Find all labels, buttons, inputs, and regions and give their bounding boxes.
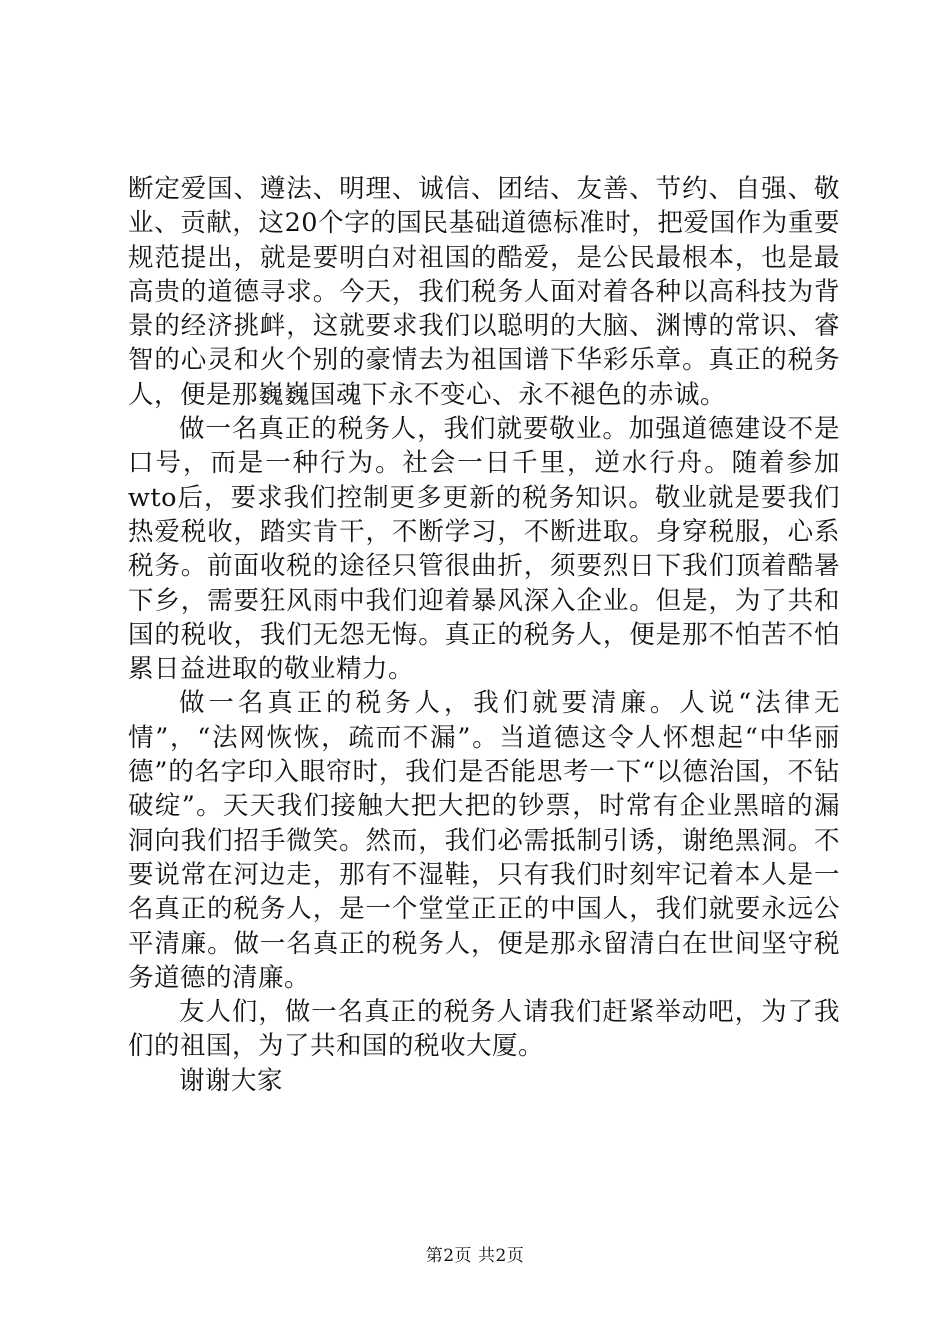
paragraph-closing: 谢谢大家 [179, 1065, 284, 1096]
document-body [128, 172, 840, 1098]
paragraph-continuation: 断定爱国、遵法、明理、诚信、团结、友善、节约、自强、敬业、贡献，这20个字的国民基础道德标准时，把爱国作为重要规范提出，就是要明白对祖国的酷爱，是公民最根本，也是最高贵的道德寻求。今天，我们税务人面对着各种以高科技为背景的经济挑衅，这就要求我们以聪明的大脑、渊博的常识、睿智的心灵和火个别的豪情去为祖国谱下华彩乐章。真正的税务人，便是那巍巍国魂下永不变心、永不褪色的赤诚。 [128, 174, 840, 410]
paragraph-dedication: 做一名真正的税务人，我们就要敬业。加强道德建设不是口号，而是一种行为。社会一日千里，逆水行舟。随着参加wto后，要求我们控制更多更新的税务知识。敬业就是要我们热爱税收，踏实肯干，不断学习，不断进取。身穿税服，心系税务。前面收税的途径只管很曲折，须要烈日下我们顶着酷暑下乡，需要狂风雨中我们迎着暴风深入企业。但是，为了共和国的税收，我们无怨无悔。真正的税务人，便是那不怕苦不怕累日益进取的敬业精力。 [128, 414, 840, 685]
paragraph-call-to-action: 友人们，做一名真正的税务人请我们赶紧举动吧，为了我们的祖国，为了共和国的税收大厦。 [128, 997, 840, 1062]
paragraph-integrity: 做一名真正的税务人，我们就要清廉。人说“法律无情”，“法网恢恢，疏而不漏”。当道德这令人怀想起“中华丽德”的名字印入眼帘时，我们是否能思考一下“以德治国，不钻破绽”。天天我们接触大把大把的钞票，时常有企业黑暗的漏洞向我们招手微笑。然而，我们必需抵制引诱，谢绝黑洞。不要说常在河边走，那有不湿鞋，只有我们时刻牢记着本人是一名真正的税务人，是一个堂堂正正的中国人，我们就要永远公平清廉。做一名真正的税务人，便是那永留清白在世间坚守税务道德的清廉。 [128, 688, 840, 993]
page-footer: 第2页 共2页 [425, 1246, 525, 1266]
